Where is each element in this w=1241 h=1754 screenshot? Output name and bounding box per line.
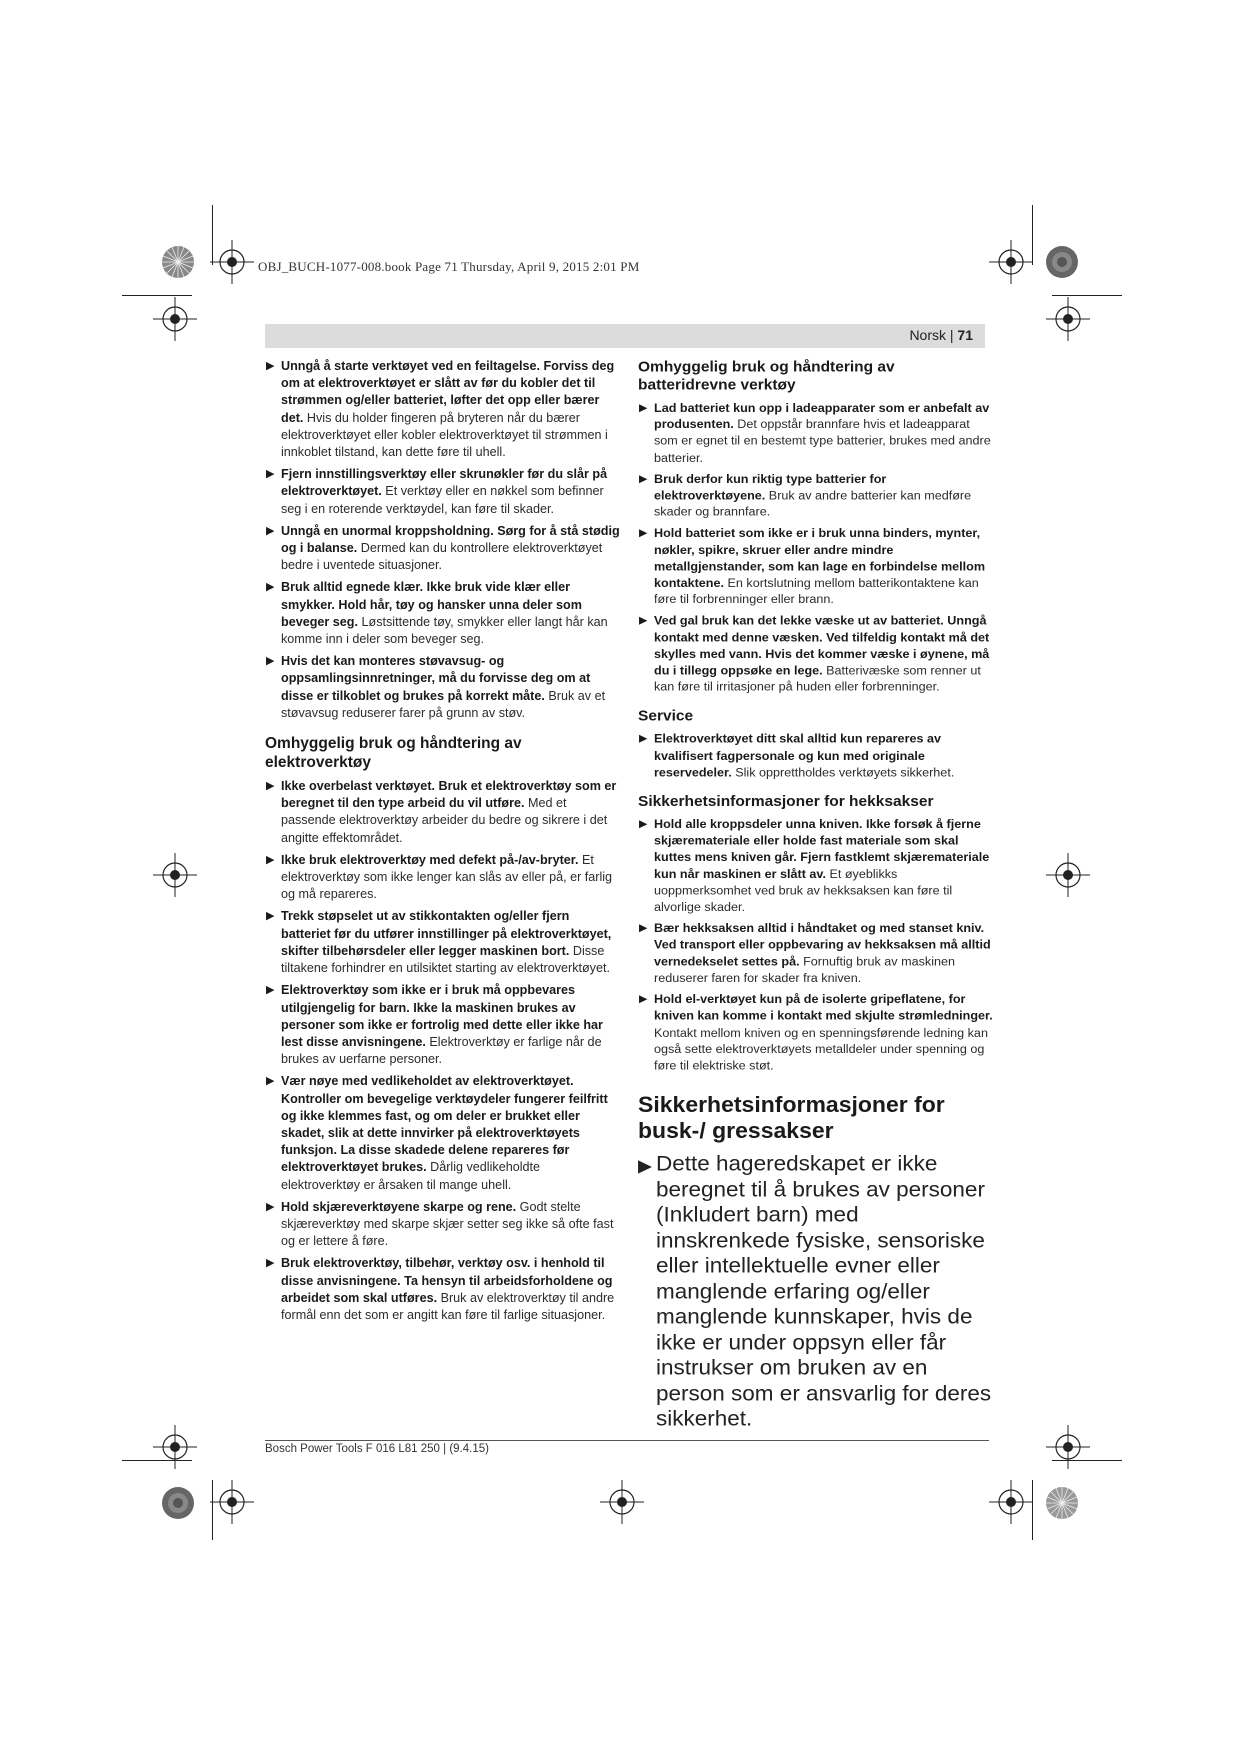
safety-item (638, 400, 993, 466)
safety-item-explanation: Løstsittende tøy, smykker eller langt hår kan komme inn i deler som beveger seg. (281, 614, 608, 647)
registration-mark-icon (989, 240, 1033, 284)
safety-item-explanation: Bruk av et støvavsug reduserer farer på grunn av støv. (281, 688, 606, 720)
safety-item-warning: Hold skjæreverktøyene skarpe og rene. (281, 1199, 517, 1214)
safety-item (265, 778, 620, 847)
right-items-group-2 (638, 731, 993, 781)
bullet-arrow-icon: ▶ (266, 853, 275, 866)
bullet-arrow-icon: ▶ (638, 1156, 652, 1176)
safety-item-warning: Ikke overbelast verktøyet. Bruk et elektroverktøy som er beregnet til den type arbeid du vil utføre. (281, 779, 617, 811)
bullet-arrow-icon: ▶ (266, 581, 275, 594)
safety-item-warning: Lad batteriet kun opp i ladeapparater som er anbefalt av produsenten. (654, 401, 990, 432)
safety-item (265, 1199, 620, 1251)
safety-item-explanation: Dermed kan du kontrollere elektroverktøyet bedre i uventede situasjoner. (281, 541, 603, 573)
bullet-arrow-icon: ▶ (639, 527, 648, 540)
footer-rule (265, 1440, 989, 1441)
safety-item-explanation: Godt stelte skjæreverktøy med skarpe skjær setter seg ikke så ofte fast og er lettere å føre. (281, 1199, 614, 1249)
color-rosette-icon (1045, 245, 1079, 279)
safety-item-warning: Ved gal bruk kan det lekke væske ut av batteriet. Unngå kontakt med denne væsken. Ved tilfeldig kontakt må det skylles med vann. Hvis det kommer væske i øynene, må du i tillegg oppsøke en lege. (654, 614, 990, 678)
bullet-arrow-icon: ▶ (266, 780, 275, 793)
safety-item (265, 852, 620, 904)
safety-item-explanation: Et øyeblikks uoppmerksomhet ved bruk av hekksaksen kan føre til alvorlige skader. (654, 867, 953, 914)
bullet-arrow-icon: ▶ (639, 733, 648, 745)
safety-item-warning: Elektroverktøyet ditt skal alltid kun repareres av kvalifisert fagpersonale og kun med originale reservedeler. (654, 732, 941, 780)
safety-item-explanation: Disse tiltakene forhindrer en utilsiktet starting av elektroverktøyet. (281, 943, 610, 976)
safety-item (265, 579, 620, 648)
safety-item (265, 1255, 620, 1324)
registration-mark-icon (1046, 1425, 1090, 1469)
safety-item-warning: Hold alle kroppsdeler unna kniven. Ikke forsøk å fjerne skjæremateriale eller holde fast materiale som skal kuttes mens kniven går. Fjern fastklemt skjæremateriale kun når maskinen er slått av. (654, 817, 990, 881)
safety-item-explanation: Et elektroverktøy som ikke lenger kan slås av eller på, er farlig og må repareres. (281, 852, 613, 902)
safety-item-warning: Bær hekksaksen alltid i håndtaket og med stanset kniv. Ved transport eller oppbevaring av hekksaksen må alltid vernedekselet settes på. (654, 921, 991, 969)
safety-item (638, 526, 993, 609)
bullet-arrow-icon: ▶ (266, 655, 275, 668)
bullet-arrow-icon: ▶ (639, 615, 648, 627)
large-safety-text: Dette hageredskapet er ikke beregnet til å brukes av personer (Inkludert barn) med innskrenkede fysiske, sensoriske eller intellektuelle evner eller manglende erfaring og/eller manglende kunnskaper, hvis de ikke er under oppsyn eller får instrukser om bruken av en person som er ansvarlig for deres sikkerhet. (656, 1151, 992, 1431)
safety-item (265, 358, 620, 461)
registration-mark-icon (153, 297, 197, 341)
safety-item (265, 1073, 620, 1193)
safety-item-explanation: Fornuftig bruk av maskinen reduserer faren for skader fra kniven. (654, 954, 956, 985)
safety-item-warning: Bruk alltid egnede klær. Ikke bruk vide klær eller smykker. Hold hår, tøy og hansker unna deler som beveger seg. (281, 580, 582, 629)
safety-item-warning: Bruk derfor kun riktig type batterier for elektroverktøyene. (654, 472, 887, 503)
safety-item (638, 471, 993, 521)
section-heading: Sikkerhetsinformasjoner for hekksakser (638, 793, 934, 810)
crop-mark-line (1052, 295, 1122, 296)
section-heading: Service (638, 708, 694, 725)
registration-mark-icon (153, 1425, 197, 1469)
bullet-arrow-icon: ▶ (266, 984, 275, 997)
safety-item (638, 992, 993, 1075)
safety-item-explanation: Det oppstår brannfare hvis et ladeapparat som er egnet til en bestemt type batterier, brukes med andre batterier. (654, 417, 991, 465)
safety-item-warning: Hvis det kan monteres støvavsug- og oppsamlingsinnretninger, må du forvisse deg om at disse er tilkoblet og brukes på korrekt måte. (281, 654, 591, 703)
safety-item-explanation: Batterivæske som renner ut kan føre til irritasjoner på huden eller forbrenninger. (654, 663, 981, 694)
bullet-arrow-icon: ▶ (266, 524, 275, 537)
bullet-arrow-icon: ▶ (639, 402, 648, 414)
registration-mark-icon (153, 853, 197, 897)
bullet-arrow-icon: ▶ (639, 818, 648, 831)
safety-item-warning: Bruk elektroverktøy, tilbehør, verktøy osv. i henhold til disse anvisningene. Ta hensyn til arbeidsforholdene og arbeidet som skal utføres. (281, 1256, 613, 1305)
page-number: 71 (957, 327, 973, 343)
safety-item-warning: Unngå en unormal kroppsholdning. Sørg for å stå stødig og i balanse. (281, 523, 620, 556)
registration-mark-icon (1046, 297, 1090, 341)
large-section-heading: Sikkerhetsinformasjoner for busk-/ gressakser (638, 1091, 945, 1143)
header-separator: | (946, 327, 958, 343)
color-rosette-icon (161, 1486, 195, 1520)
safety-item (638, 731, 993, 781)
safety-item-explanation: Med et passende elektroverktøy arbeider du bedre og sikrere i det angitte effektområdet. (281, 796, 608, 845)
section-heading: Omhyggelig bruk og håndtering av batteridrevne verktøy (638, 358, 895, 394)
color-rosette-icon (161, 245, 195, 279)
registration-mark-icon (210, 1480, 254, 1524)
right-items-group-3 (638, 817, 993, 1075)
safety-item-warning: Trekk støpselet ut av stikkontakten og/eller fjern batteriet før du utfører innstillinger på elektroverktøyet, skifter tilbehørsdeler eller legger maskinen bort. (281, 909, 612, 958)
left-items-group-1 (265, 358, 620, 722)
bullet-arrow-icon: ▶ (639, 922, 648, 935)
safety-item-explanation: En kortslutning mellom batterikontaktene kan føre til forbrenninger eller brann. (654, 576, 979, 607)
safety-item-explanation: Bruk av elektroverktøy til andre formål enn det som er angitt kan føre til farlige situasjoner. (281, 1290, 615, 1322)
safety-item-explanation: Dårlig vedlikeholdte elektroverktøy er årsaken til mange uhell. (281, 1160, 541, 1192)
header-label (909, 327, 973, 343)
safety-item-warning: Hold batteriet som ikke er i bruk unna binders, mynter, nøkler, spikre, skruer eller andre mindre metallgjenstander, som kan lage en forbindelse mellom kontaktene. (654, 526, 986, 590)
page-footer: Bosch Power Tools F 016 L81 250 | (9.4.15) (265, 1443, 489, 1455)
bullet-arrow-icon: ▶ (266, 1200, 275, 1213)
left-items-group-2 (265, 778, 620, 1324)
bullet-arrow-icon: ▶ (266, 360, 275, 372)
bullet-arrow-icon: ▶ (639, 993, 648, 1006)
print-slug: OBJ_BUCH-1077-008.book Page 71 Thursday, April 9, 2015 2:01 PM (258, 259, 640, 274)
bullet-arrow-icon: ▶ (639, 473, 648, 485)
registration-mark-icon (600, 1480, 644, 1524)
safety-item-warning: Ikke bruk elektroverktøy med defekt på-/av-bryter. (281, 852, 579, 867)
crop-mark-line (122, 295, 192, 296)
safety-item-warning: Hold el-verktøyet kun på de isolerte gripeflatene, for kniven kan komme i kontakt med skjulte strømledninger. (654, 992, 993, 1023)
header-language: Norsk (909, 327, 946, 343)
right-column (638, 358, 993, 1432)
bullet-arrow-icon: ▶ (266, 468, 275, 481)
safety-item (265, 466, 620, 518)
section-heading: Omhyggelig bruk og håndtering av elektroverktøy (265, 735, 522, 772)
registration-mark-icon (210, 240, 254, 284)
safety-item (638, 921, 993, 987)
registration-mark-icon (989, 1480, 1033, 1524)
safety-item (638, 817, 993, 916)
safety-item-warning: Unngå å starte verktøyet ved en feiltagelse. Forviss deg om at elektroverktøyet er slått av før du kobler det til strømmen og/eller batteriet, løfter det opp eller bærer det. (281, 359, 615, 425)
registration-mark-icon (1046, 853, 1090, 897)
safety-item (638, 613, 993, 696)
bullet-arrow-icon: ▶ (266, 1257, 275, 1270)
safety-item-explanation: Kontakt mellom kniven og en spenningsførende ledning kan også sette elektroverktøyets metalldeler under spenning og føre til elektriske støt. (654, 1025, 988, 1073)
safety-item-warning: Vær nøye med vedlikeholdet av elektroverktøyet. Kontroller om bevegelige verktøydeler fungerer feilfritt og ikke klemmes fast, og om deler er brukket eller skadet, slik at dette innvirker på elektroverktøyets funksjon. La disse skadede delene repareres før elektroverktøyet brukes. (281, 1074, 608, 1175)
safety-item-explanation: Elektroverktøy er farlige når de brukes av uerfarne personer. (281, 1034, 602, 1067)
safety-item (265, 908, 620, 977)
large-safety-item (638, 1151, 993, 1431)
safety-item-warning: Elektroverktøy som ikke er i bruk må oppbevares utilgjengelig for barn. Ikke la maskinen brukes av personer som ikke er fortrolig med dette eller ikke har lest disse anvisningene. (281, 983, 603, 1049)
left-column (265, 358, 620, 1329)
safety-item-explanation: Et verktøy eller en nøkkel som befinner seg i en roterende verktøydel, kan føre til skader. (281, 484, 604, 516)
safety-item-warning: Fjern innstillingsverktøy eller skrunøkler før du slår på elektroverktøyet. (281, 467, 608, 499)
safety-item-explanation: Slik opprettholdes verktøyets sikkerhet. (731, 765, 955, 780)
bullet-arrow-icon: ▶ (266, 910, 275, 923)
color-rosette-icon (1045, 1486, 1079, 1520)
running-header (265, 324, 985, 348)
bullet-arrow-icon: ▶ (266, 1075, 275, 1088)
safety-item-explanation: Bruk av andre batterier kan medføre skader og brannfare. (654, 488, 972, 519)
safety-item (265, 523, 620, 575)
safety-item-explanation: Hvis du holder fingeren på bryteren når du bærer elektroverktøyet eller kobler elektroverktøyet til strømmen i innkoblet tilstand, kan dette føre til uhell. (281, 410, 608, 460)
safety-item (265, 982, 620, 1068)
safety-item (265, 653, 620, 722)
right-items-group-1 (638, 400, 993, 696)
